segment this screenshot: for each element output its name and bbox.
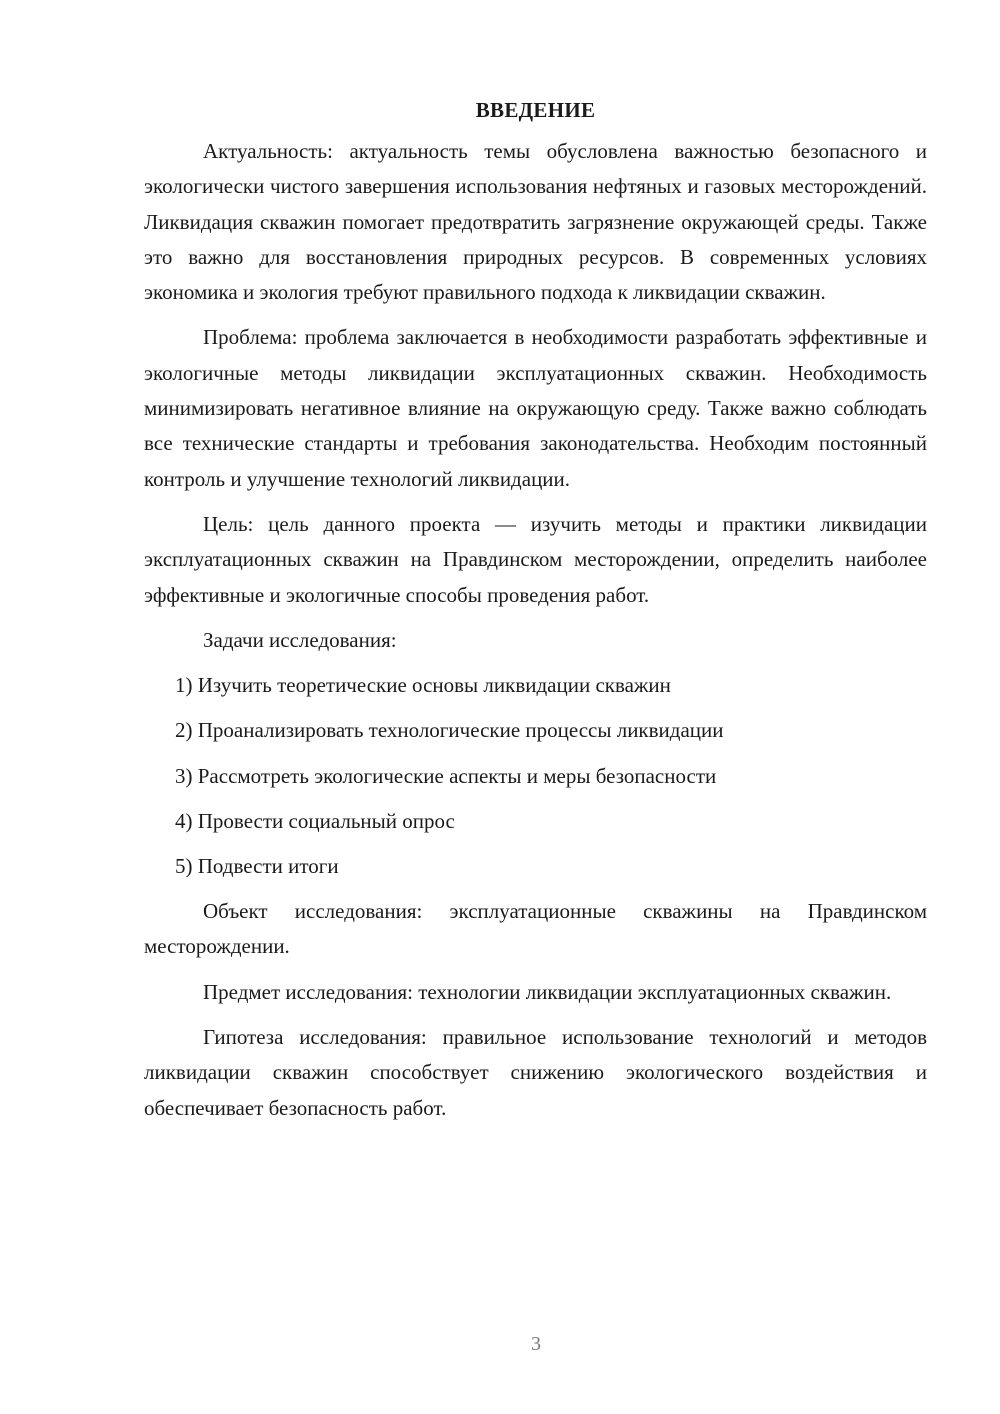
list-item: 2) Проанализировать технологические процессы ликвидации — [175, 718, 724, 743]
paragraph-subject: Предмет исследования: технологии ликвидации эксплуатационных скважин. — [203, 979, 892, 1004]
paragraph-goal: Цель: цель данного проекта — изучить методы и практики ликвидации эксплуатационных скважин на Правдинском месторождении, определить наиболее эффективные и экологичные способы проведения работ. — [144, 511, 927, 607]
tasks-heading: Задачи исследования: — [203, 627, 397, 652]
paragraph-relevance: Актуальность: актуальность темы обусловлена важностью безопасного и экологически чистого завершения использования нефтяных и газовых месторождений. Ликвидация скважин помогает предотвратить загрязнение окружающей среды. Также это важно для восстановления природных ресурсов. В современных условиях экономика и экология требуют правильного подхода к ликвидации скважин. — [144, 139, 927, 305]
list-item: 3) Рассмотреть экологические аспекты и меры безопасности — [175, 763, 717, 788]
list-item: 1) Изучить теоретические основы ликвидации скважин — [175, 673, 671, 698]
paragraph-object: Объект исследования: эксплуатационные скважины на Правдинском месторождении. — [144, 899, 927, 959]
page-title: ВВЕДЕНИЕ — [475, 98, 596, 122]
tasks-list — [144, 668, 927, 884]
paragraph-hypothesis: Гипотеза исследования: правильное использование технологий и методов ликвидации скважин способствует снижению экологического воздействия и обеспечивает безопасность работ. — [144, 1024, 927, 1120]
list-item: 5) Подвести итоги — [175, 853, 339, 878]
page-number: 3 — [531, 1333, 541, 1355]
document-page — [144, 96, 927, 1136]
paragraph-problem: Проблема: проблема заключается в необходимости разработать эффективные и экологичные методы ликвидации эксплуатационных скважин. Необходимость минимизировать негативное влияние на окружающую среду. Также важно соблюдать все технические стандарты и требования законодательства. Необходим постоянный контроль и улучшение технологий ликвидации. — [144, 325, 927, 491]
list-item: 4) Провести социальный опрос — [175, 808, 455, 833]
